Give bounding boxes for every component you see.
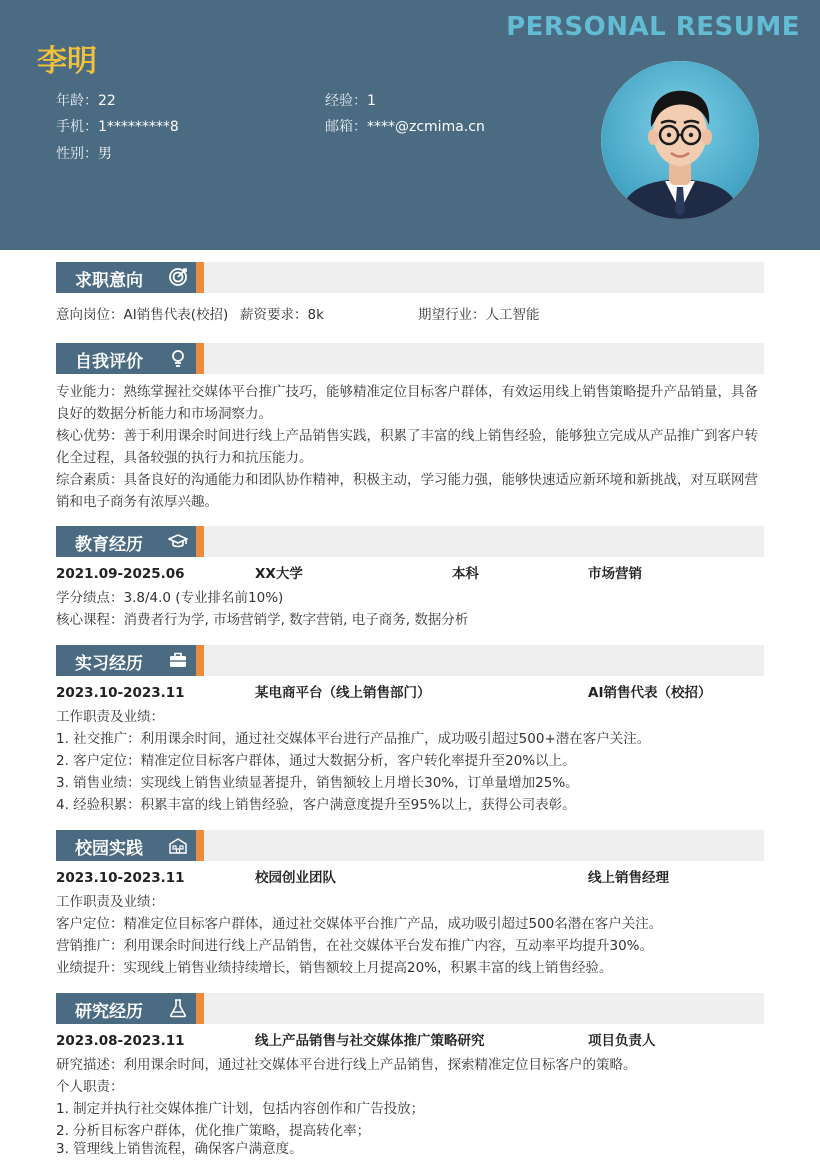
gender-value: 男	[98, 146, 112, 162]
section-research-header	[56, 993, 764, 1024]
research-period: 2023.08-2023.11	[56, 1033, 185, 1049]
section-internship-title: 实习经历	[75, 654, 143, 674]
section-accent	[196, 526, 204, 557]
internship-role: AI销售代表（校招）	[588, 685, 712, 701]
info-phone	[56, 116, 179, 136]
section-intent-header	[56, 262, 764, 293]
section-self-eval-title: 自我评价	[75, 352, 143, 372]
avatar-photo	[601, 61, 759, 219]
education-degree: 本科	[452, 566, 479, 582]
section-accent	[196, 343, 204, 374]
experience-value: 1	[367, 93, 376, 109]
candidate-name: 李明	[37, 44, 97, 79]
internship-line: 2. 客户定位：精准定位目标客户群体，通过大数据分析，客户转化率提升至20%以上。	[56, 753, 576, 769]
section-campus-header	[56, 830, 764, 861]
briefcase-icon	[168, 650, 188, 670]
phone-value: 1*********8	[98, 119, 179, 135]
internship-line: 3. 销售业绩：实现线上销售业绩显著提升，销售额较上月增长30%，订单量增加25%。	[56, 775, 579, 791]
flask-icon	[168, 998, 188, 1018]
campus-line: 业绩提升：实现线上销售业绩持续增长，销售额较上月提高20%，积累丰富的线上销售经验。	[56, 960, 613, 976]
info-experience	[325, 90, 376, 110]
building-icon	[168, 835, 188, 855]
email-label: 邮箱：	[325, 119, 367, 135]
research-line: 2. 分析目标客户群体，优化推广策略，提高转化率；	[56, 1123, 371, 1139]
self-eval-p1: 专业能力：熟练掌握社交媒体平台推广技巧，能够精准定位目标客户群体，有效运用线上销售策略提升产品销量，具备良好的数据分析能力和市场洞察力。	[56, 384, 758, 422]
info-age	[56, 90, 116, 110]
campus-role: 线上销售经理	[588, 870, 669, 886]
education-period: 2021.09-2025.06	[56, 566, 185, 582]
target-icon	[168, 267, 188, 287]
email-value: ****@zcmima.cn	[367, 119, 485, 135]
campus-org: 校园创业团队	[255, 870, 336, 886]
section-accent	[196, 645, 204, 676]
intent-industry: 期望行业：人工智能	[418, 307, 540, 323]
education-courses: 核心课程：消费者行为学, 市场营销学, 数字营销, 电子商务, 数据分析	[56, 612, 469, 628]
age-label: 年龄：	[56, 93, 98, 109]
section-campus-title: 校园实践	[75, 839, 143, 859]
internship-line: 工作职责及业绩：	[56, 709, 164, 725]
graduation-cap-icon	[168, 531, 188, 551]
gender-label: 性别：	[56, 146, 98, 162]
info-gender	[56, 143, 112, 163]
section-accent	[196, 993, 204, 1024]
research-line: 个人职责：	[56, 1079, 124, 1095]
age-value: 22	[98, 93, 116, 109]
section-intent-title: 求职意向	[75, 271, 143, 291]
education-major: 市场营销	[588, 566, 642, 582]
info-email	[325, 116, 485, 136]
lightbulb-icon	[168, 348, 188, 368]
campus-line: 工作职责及业绩：	[56, 894, 164, 910]
resume-title: PERSONAL RESUME	[506, 12, 800, 42]
phone-label: 手机：	[56, 119, 98, 135]
section-education-header	[56, 526, 764, 557]
internship-period: 2023.10-2023.11	[56, 685, 185, 701]
research-line: 1. 制定并执行社交媒体推广计划，包括内容创作和广告投放；	[56, 1101, 425, 1117]
section-accent	[196, 262, 204, 293]
internship-line: 4. 经验积累：积累丰富的线上销售经验，客户满意度提升至95%以上，获得公司表彰。	[56, 797, 576, 813]
campus-line: 客户定位：精准定位目标客户群体，通过社交媒体平台推广产品，成功吸引超过500名潜在客户关注。	[56, 916, 663, 932]
self-eval-p2: 核心优势：善于利用课余时间进行线上产品销售实践，积累了丰富的线上销售经验，能够独立完成从产品推广到客户转化全过程，具备较强的执行力和抗压能力。	[56, 428, 758, 466]
education-school: XX大学	[255, 566, 303, 582]
resume-header	[0, 0, 820, 250]
section-research-title: 研究经历	[75, 1002, 143, 1022]
research-line: 研究描述：利用课余时间，通过社交媒体平台进行线上产品销售，探索精准定位目标客户的策略。	[56, 1057, 637, 1073]
internship-company: 某电商平台（线上销售部门）	[255, 685, 431, 701]
intent-position: 意向岗位：AI销售代表(校招)	[56, 307, 229, 323]
education-gpa: 学分绩点：3.8/4.0 (专业排名前10%)	[56, 590, 284, 606]
section-accent	[196, 830, 204, 861]
internship-line: 1. 社交推广：利用课余时间，通过社交媒体平台进行产品推广，成功吸引超过500+潜在客户关注。	[56, 731, 651, 747]
experience-label: 经验：	[325, 93, 367, 109]
research-line: 3. 管理线上销售流程，确保客户满意度。	[56, 1141, 303, 1157]
campus-line: 营销推广：利用课余时间进行线上产品销售，在社交媒体平台发布推广内容，互动率平均提升30%。	[56, 938, 654, 954]
section-internship-header	[56, 645, 764, 676]
research-role: 项目负责人	[588, 1033, 656, 1049]
self-eval-p3: 综合素质：具备良好的沟通能力和团队协作精神，积极主动，学习能力强，能够快速适应新环境和新挑战，对互联网营销和电子商务有浓厚兴趣。	[56, 472, 758, 510]
campus-period: 2023.10-2023.11	[56, 870, 185, 886]
section-education-title: 教育经历	[75, 535, 143, 555]
research-project: 线上产品销售与社交媒体推广策略研究	[255, 1033, 485, 1049]
intent-salary: 薪资要求：8k	[240, 307, 324, 323]
avatar-illustration	[601, 61, 759, 219]
section-self-eval-header	[56, 343, 764, 374]
